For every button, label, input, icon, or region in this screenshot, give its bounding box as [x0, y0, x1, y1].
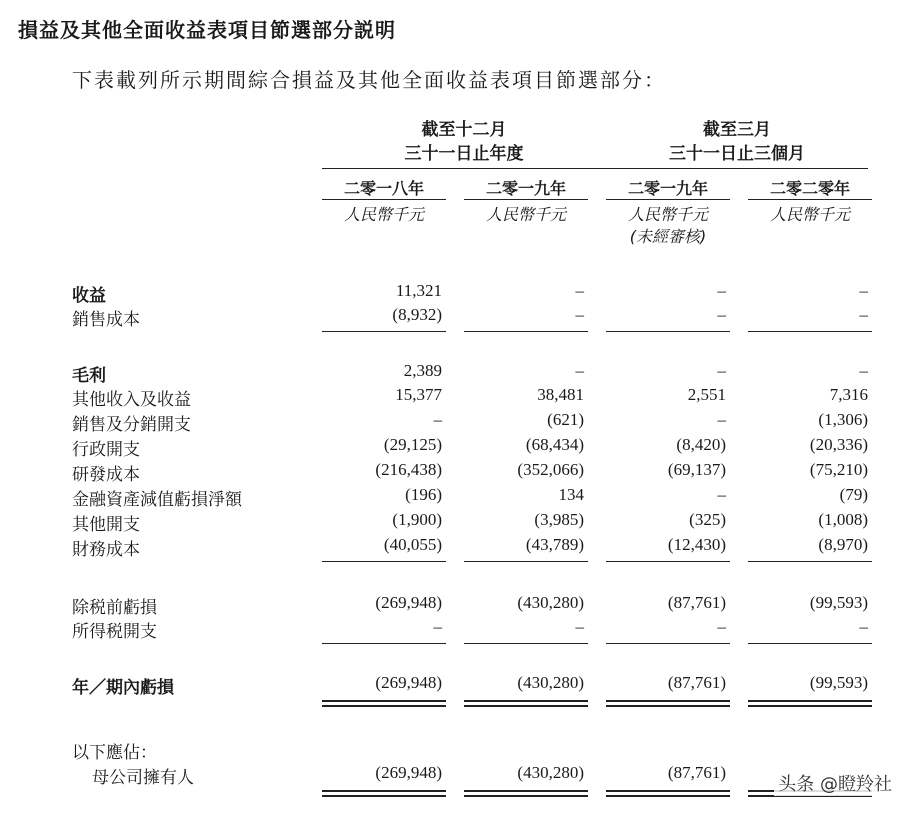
column-underline-4 [748, 199, 872, 200]
cell-rd-costs-1: (216,438) [375, 460, 442, 479]
row-label-admin-expenses: 行政開支 [72, 440, 140, 460]
cell-income-tax-1: – [433, 617, 442, 636]
cell-loss-before-tax-4: (99,593) [809, 593, 868, 612]
subtotal-line-7 [606, 561, 730, 562]
group-header-annual-line1: 截至十二月 [421, 120, 507, 140]
cell-cost-of-sales-1: (8,932) [392, 305, 442, 324]
group-header-annual [322, 118, 606, 166]
row-label-owners-of-parent: 母公司擁有人 [92, 768, 194, 788]
cell-rd-costs-2: (352,066) [517, 460, 584, 479]
cell-loss-for-period-1: (269,948) [375, 673, 442, 692]
row-label-other-expenses: 其他開支 [72, 515, 140, 535]
cell-other-expenses-1: (1,900) [392, 510, 442, 529]
column-unit-2: 人民幣千元 [485, 205, 566, 224]
row-label-attributable-to: 以下應佔： [72, 743, 157, 763]
cell-loss-for-period-3: (87,761) [667, 673, 726, 692]
cell-loss-before-tax-2: (430,280) [517, 593, 584, 612]
cell-gross-profit-1: 2,389 [403, 361, 442, 380]
cell-finance-costs-3: (12,430) [667, 535, 726, 554]
column-year-3: 二零一九年 [627, 179, 708, 198]
row-label-rd-costs: 研發成本 [72, 465, 140, 485]
subtotal-line-4 [748, 331, 872, 332]
cell-cost-of-sales-3: – [717, 305, 726, 324]
row-label-loss-before-tax: 除税前虧損 [72, 598, 157, 618]
cell-finance-costs-2: (43,789) [525, 535, 584, 554]
cell-impairment-2: 134 [558, 485, 584, 504]
cell-owners-of-parent-1: (269,948) [375, 763, 442, 782]
row-label-gross-profit: 毛利 [72, 366, 106, 386]
row-label-impairment: 金融資產減值虧損淨額 [72, 490, 242, 510]
cell-other-income-2: 38,481 [537, 385, 584, 404]
column-year-1: 二零一八年 [343, 179, 424, 198]
subtotal-line-3 [606, 331, 730, 332]
subtotal-line-10 [464, 643, 588, 644]
total-double-line-7 [606, 790, 730, 797]
watermark-overlay: 头条 @瞪羚社 [774, 770, 896, 796]
subtotal-line-1 [322, 331, 446, 332]
cell-other-income-1: 15,377 [395, 385, 442, 404]
cell-gross-profit-3: – [717, 361, 726, 380]
cell-owners-of-parent-3: (87,761) [667, 763, 726, 782]
cell-revenue-2: – [575, 281, 584, 300]
total-double-line-6 [464, 790, 588, 797]
column-unit-1: 人民幣千元 [343, 205, 424, 224]
subtotal-line-5 [322, 561, 446, 562]
cell-gross-profit-4: – [859, 361, 868, 380]
total-double-line-5 [322, 790, 446, 797]
cell-gross-profit-2: – [575, 361, 584, 380]
cell-selling-expenses-3: – [717, 410, 726, 429]
subtotal-line-6 [464, 561, 588, 562]
column-underline-1 [322, 199, 446, 200]
subtotal-line-9 [322, 643, 446, 644]
group-header-quarter-line1: 截至三月 [703, 120, 771, 140]
cell-loss-for-period-4: (99,593) [809, 673, 868, 692]
cell-impairment-3: – [717, 485, 726, 504]
cell-admin-expenses-2: (68,434) [525, 435, 584, 454]
row-label-finance-costs: 財務成本 [72, 540, 140, 560]
cell-owners-of-parent-2: (430,280) [517, 763, 584, 782]
group-header-quarter-line2: 三十一日止三個月 [669, 144, 805, 164]
group-header-quarter [606, 118, 868, 166]
section-title: 損益及其他全面收益表項目節選部分説明 [18, 18, 396, 42]
total-double-line-4 [748, 700, 872, 707]
cell-selling-expenses-2: (621) [547, 410, 584, 429]
cell-loss-before-tax-3: (87,761) [667, 593, 726, 612]
column-unit-3-note: (未經審核) [629, 227, 707, 246]
cell-other-expenses-3: (325) [689, 510, 726, 529]
row-label-other-income: 其他收入及收益 [72, 390, 191, 410]
row-label-selling-expenses: 銷售及分銷開支 [72, 415, 191, 435]
cell-other-expenses-2: (3,985) [534, 510, 584, 529]
cell-other-income-4: 7,316 [829, 385, 868, 404]
cell-admin-expenses-3: (8,420) [676, 435, 726, 454]
cell-other-expenses-4: (1,008) [818, 510, 868, 529]
cell-rd-costs-4: (75,210) [809, 460, 868, 479]
cell-income-tax-3: – [717, 617, 726, 636]
total-double-line-3 [606, 700, 730, 707]
row-label-revenue: 收益 [72, 286, 106, 306]
cell-selling-expenses-1: – [433, 410, 442, 429]
cell-impairment-1: (196) [405, 485, 442, 504]
group-header-annual-line2: 三十一日止年度 [404, 144, 524, 164]
cell-admin-expenses-4: (20,336) [809, 435, 868, 454]
cell-rd-costs-3: (69,137) [667, 460, 726, 479]
cell-admin-expenses-1: (29,125) [383, 435, 442, 454]
subtotal-line-12 [748, 643, 872, 644]
cell-loss-before-tax-1: (269,948) [375, 593, 442, 612]
cell-impairment-4: (79) [839, 485, 868, 504]
row-label-loss-for-period: 年／期內虧損 [72, 678, 174, 698]
column-year-4: 二零二零年 [769, 179, 850, 198]
cell-finance-costs-4: (8,970) [818, 535, 868, 554]
cell-other-income-3: 2,551 [687, 385, 726, 404]
cell-cost-of-sales-2: – [575, 305, 584, 324]
group-underline-quarter [606, 168, 868, 169]
group-underline-annual [322, 168, 606, 169]
cell-loss-for-period-2: (430,280) [517, 673, 584, 692]
column-year-2: 二零一九年 [485, 179, 566, 198]
intro-text: 下表載列所示期間綜合損益及其他全面收益表項目節選部分： [72, 68, 666, 92]
cell-revenue-4: – [859, 281, 868, 300]
cell-cost-of-sales-4: – [859, 305, 868, 324]
cell-income-tax-2: – [575, 617, 584, 636]
total-double-line-2 [464, 700, 588, 707]
cell-finance-costs-1: (40,055) [383, 535, 442, 554]
total-double-line-1 [322, 700, 446, 707]
column-unit-3 [606, 204, 730, 248]
column-unit-3-label: 人民幣千元 [627, 205, 708, 224]
row-label-cost-of-sales: 銷售成本 [72, 310, 140, 330]
subtotal-line-11 [606, 643, 730, 644]
subtotal-line-8 [748, 561, 872, 562]
column-underline-3 [606, 199, 730, 200]
row-label-income-tax: 所得税開支 [72, 622, 157, 642]
subtotal-line-2 [464, 331, 588, 332]
column-unit-4: 人民幣千元 [769, 205, 850, 224]
cell-revenue-1: 11,321 [395, 281, 442, 300]
cell-revenue-3: – [717, 281, 726, 300]
column-underline-2 [464, 199, 588, 200]
cell-selling-expenses-4: (1,306) [818, 410, 868, 429]
cell-income-tax-4: – [859, 617, 868, 636]
